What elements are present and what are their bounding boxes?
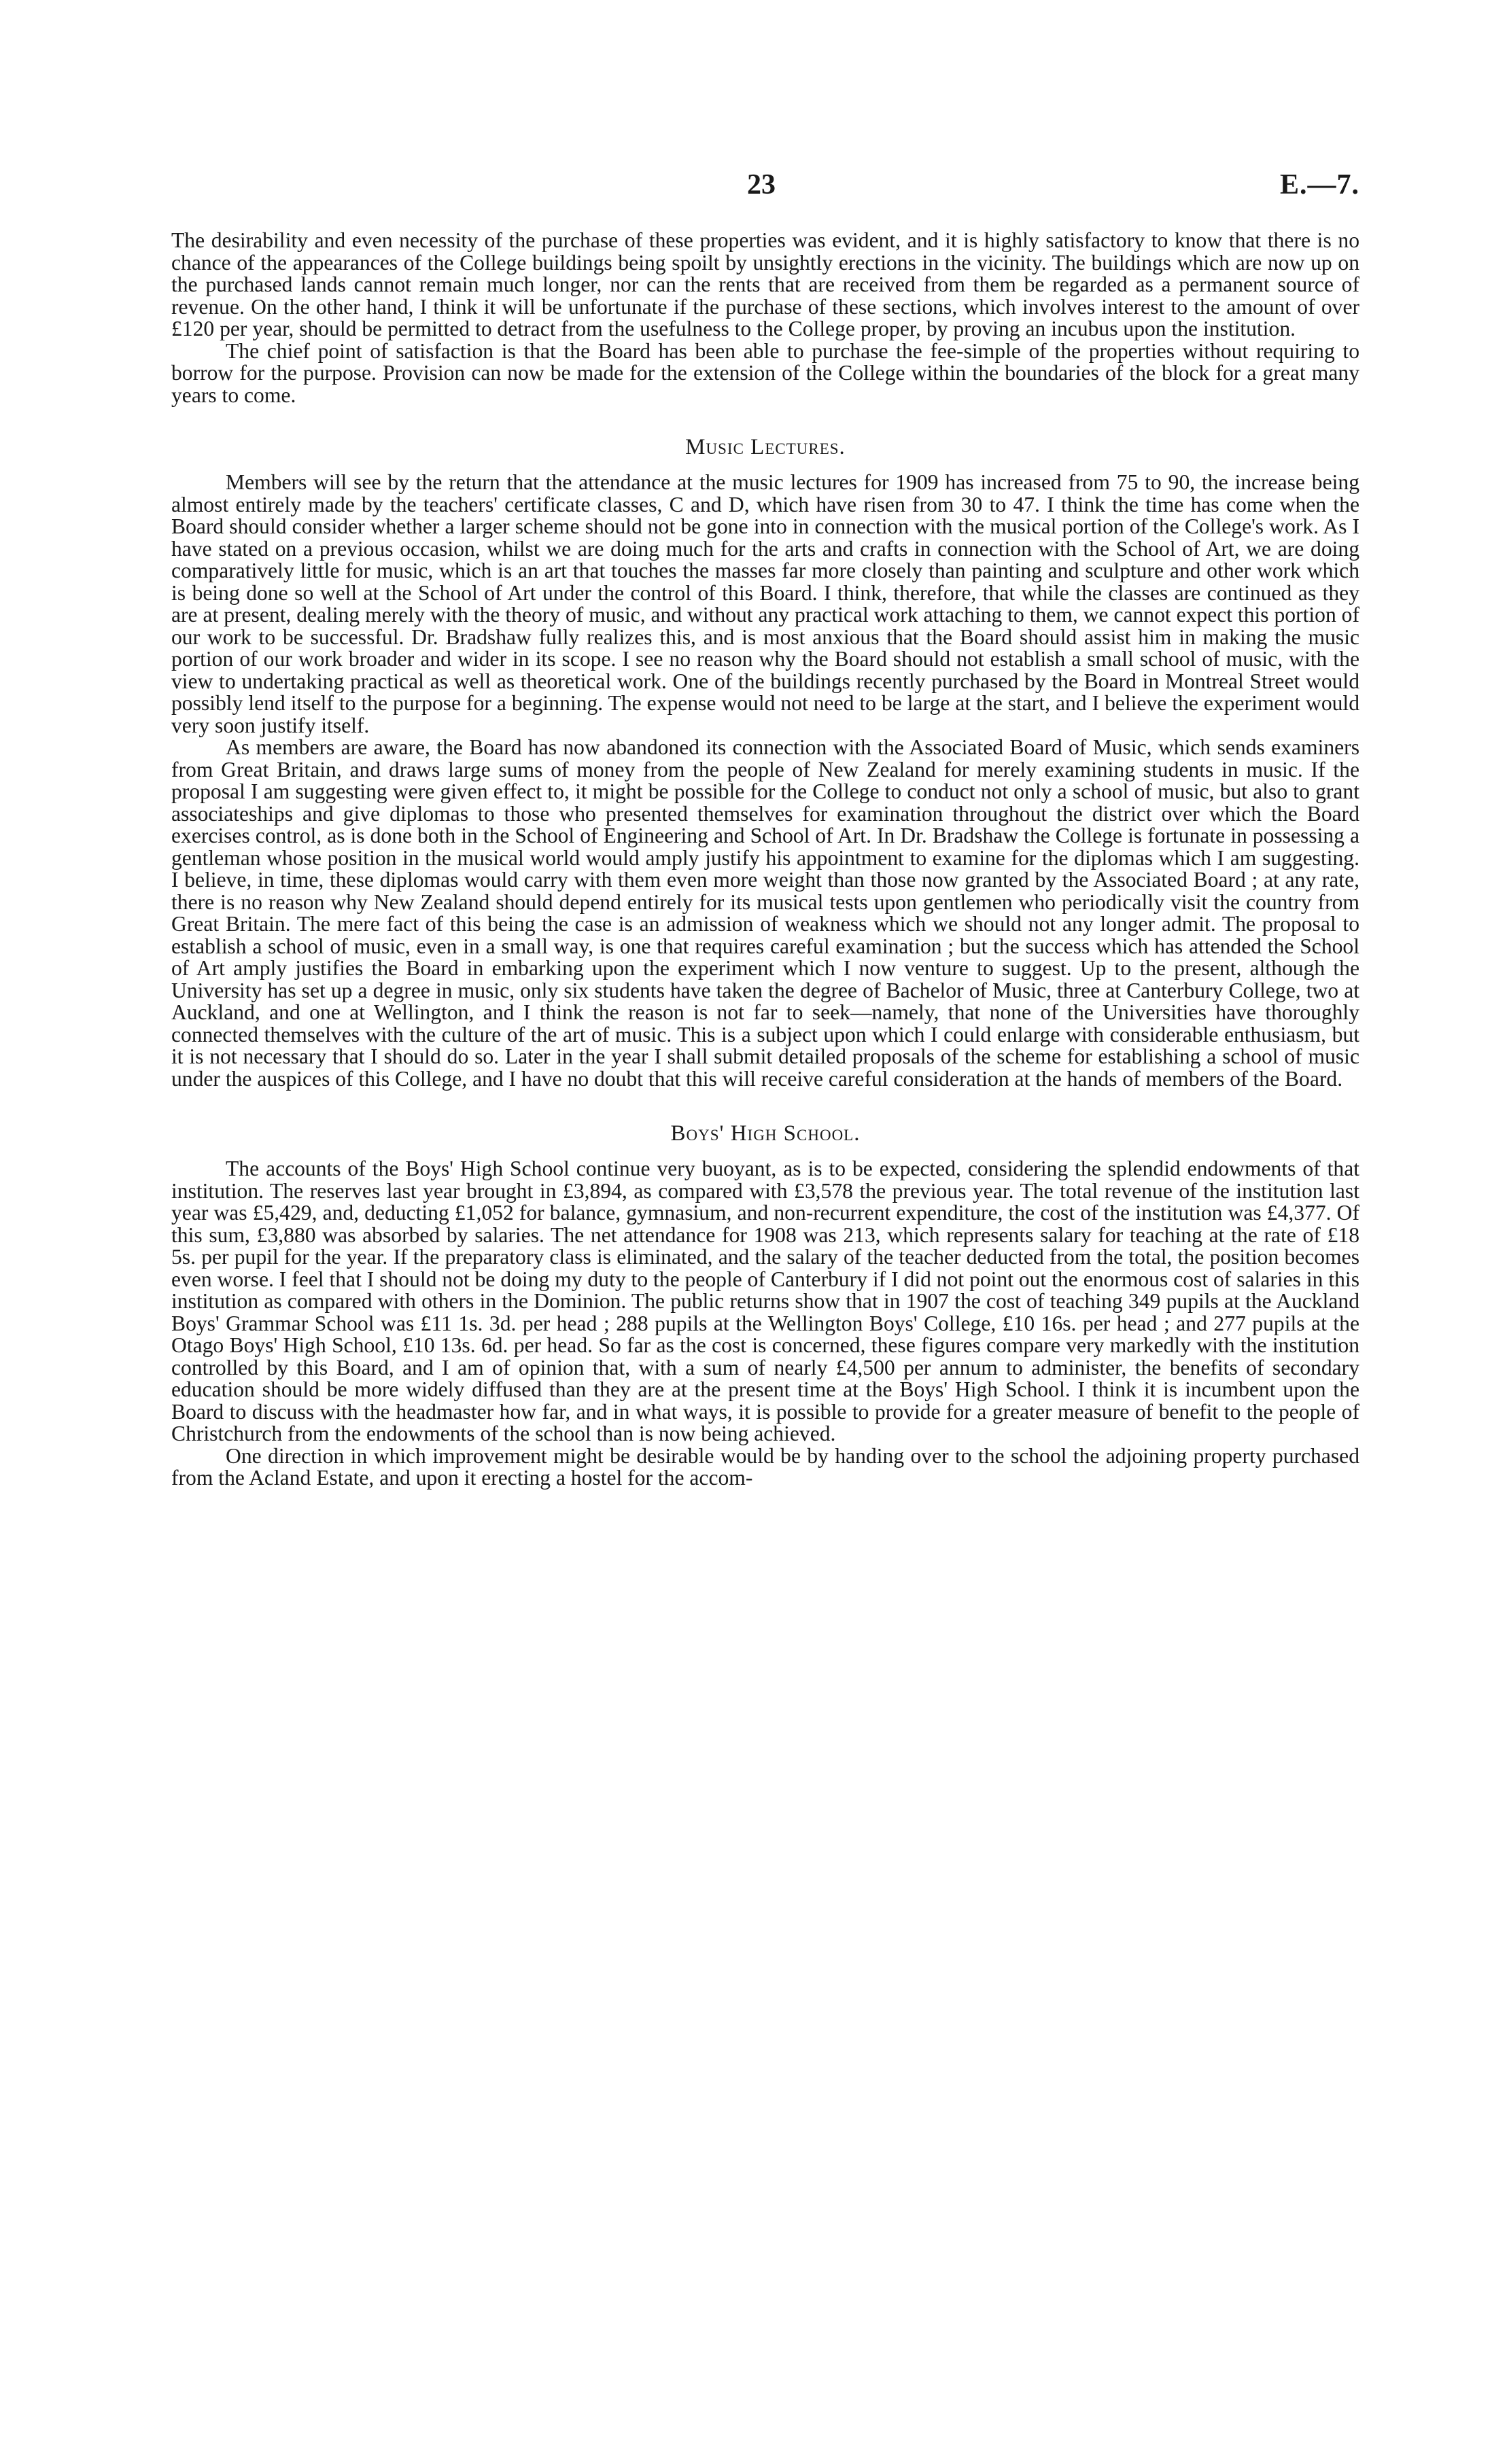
body-paragraph: Members will see by the return that the attendance at the music lectures for 1909 has increased from 75 to 90, the increase being almost entirely made by the teachers' certificate classes, C and D, which have risen from 30 to 47. I think the time has come when the Board should consider whether a larger scheme should not be gone into in connection with the musical portion of the College's work. As I have stated on a previous occasion, whilst we are doing much for the arts and crafts in connection with the School of Art, we are doing comparatively little for music, which is an art that touches the masses far more closely than painting and sculpture and other work which is being done so well at the School of Art under the control of this Board. I think, therefore, that while the classes are continued as they are at present, dealing merely with the theory of music, and without any practical work attaching to them, we cannot expect this portion of our work to be successful. Dr. Bradshaw fully realizes this, and is most anxious that the Board should assist him in making the music portion of our work broader and wider in its scope. I see no reason why the Board should not establish a small school of music, with the view to undertaking practical as well as theoretical work. One of the buildings recently purchased by the Board in Montreal Street would possibly lend itself to the purpose for a beginning. The expense would not need to be large at the start, and I believe the experiment would very soon justify itself. — [171, 470, 1359, 737]
section-heading-boys-high-school: Boys' High School. — [670, 1121, 861, 1146]
section-heading-music-lectures: Music Lectures. — [685, 435, 846, 459]
body-paragraph: The desirability and even necessity of the purchase of these properties was evident, and it is highly satisfactory to know that there is no chance of the appearances of the College buildings being spoilt by unsightly erections in the vicinity. The buildings which are now up on the purchased lands cannot remain much longer, nor can the rents that are received from them be regarded as a permanent source of revenue. On the other hand, I think it will be unfortunate if the purchase of these sections, which involves interest to the amount of over £120 per year, should be permitted to detract from the usefulness to the College proper, by proving an incubus upon the institution. — [171, 228, 1359, 340]
document-reference: E.—7. — [1279, 169, 1359, 200]
boys-high-school-section — [171, 1121, 1359, 1490]
page-number: 23 — [747, 169, 776, 200]
body-paragraph: As members are aware, the Board has now abandoned its connection with the Associated Board of Music, which sends examiners from Great Britain, and draws large sums of money from the people of New Zealand for merely examining students in music. If the proposal I am suggesting were given effect to, it might be possible for the College to conduct not only a school of music, but also to grant associateships and give diplomas to those who presented themselves for examination throughout the district over which the Board exercises control, as is done both in the School of Engineering and School of Art. In Dr. Bradshaw the College is fortunate in possessing a gentleman whose position in the musical world would amply justify his appointment to examine for the diplomas which I am suggesting. I believe, in time, these diplomas would carry with them even more weight than those now granted by the Associated Board ; at any rate, there is no reason why New Zealand should depend entirely for its musical tests upon gentlemen who periodically visit the country from Great Britain. The mere fact of this being the case is an admission of weakness which we should not any longer admit. The proposal to establish a school of music, even in a small way, is one that requires careful examination ; but the success which has attended the School of Art amply justifies the Board in embarking upon the experiment which I now venture to suggest. Up to the present, although the University has set up a degree in music, only six students have taken the degree of Bachelor of Music, three at Canterbury College, two at Auckland, and one at Wellington, and I think the reason is not far to seek—namely, that none of the Universities have thoroughly connected themselves with the culture of the art of music. This is a subject upon which I could enlarge with considerable enthusiasm, but it is not necessary that I should do so. Later in the year I shall submit detailed proposals of the scheme for establishing a school of music under the auspices of this College, and I have no doubt that this will receive careful consideration at the hands of members of the Board. — [171, 735, 1359, 1091]
body-paragraph: The accounts of the Boys' High School continue very buoyant, as is to be expected, considering the splendid endowments of that institution. The reserves last year brought in £3,894, as compared with £3,578 the previous year. The total revenue of the institution last year was £5,429, and, deducting £1,052 for balance, gymnasium, and non-recurrent expenditure, the cost of the institution was £4,377. Of this sum, £3,880 was absorbed by salaries. The net attendance for 1908 was 213, which represents salary for teaching at the rate of £18 5s. per pupil for the year. If the preparatory class is eliminated, and the salary of the teacher deducted from the total, the position becomes even worse. I feel that I should not be doing my duty to the people of Canterbury if I did not point out the enormous cost of salaries in this institution as compared with others in the Dominion. The public returns show that in 1907 the cost of teaching 349 pupils at the Auckland Boys' Grammar School was £11 1s. 3d. per head ; 288 pupils at the Wellington Boys' College, £10 16s. per head ; and 277 pupils at the Otago Boys' High School, £10 13s. 6d. per head. So far as the cost is concerned, these figures compare very markedly with the institution controlled by this Board, and I am of opinion that, with a sum of nearly £4,500 per annum to administer, the benefits of secondary education should be more widely diffused than they are at the present time at the Boys' High School. I think it is incumbent upon the Board to discuss with the headmaster how far, and in what ways, it is possible to provide for a greater measure of benefit to the people of Christchurch from the endowments of the school than is now being achieved. — [171, 1157, 1359, 1445]
intro-section — [171, 230, 1359, 406]
music-lectures-section — [171, 435, 1359, 1090]
page-body — [171, 230, 1359, 1490]
body-paragraph: The chief point of satisfaction is that the Board has been able to purchase the fee-simple of the properties without requiring to borrow for the purpose. Provision can now be made for the extension of the College within the boundaries of the block for a great many years to come. — [171, 338, 1359, 407]
body-paragraph: One direction in which improvement might be desirable would be by handing over to the school the adjoining property purchased from the Acland Estate, and upon it erecting a hostel for the accom- — [171, 1443, 1359, 1490]
